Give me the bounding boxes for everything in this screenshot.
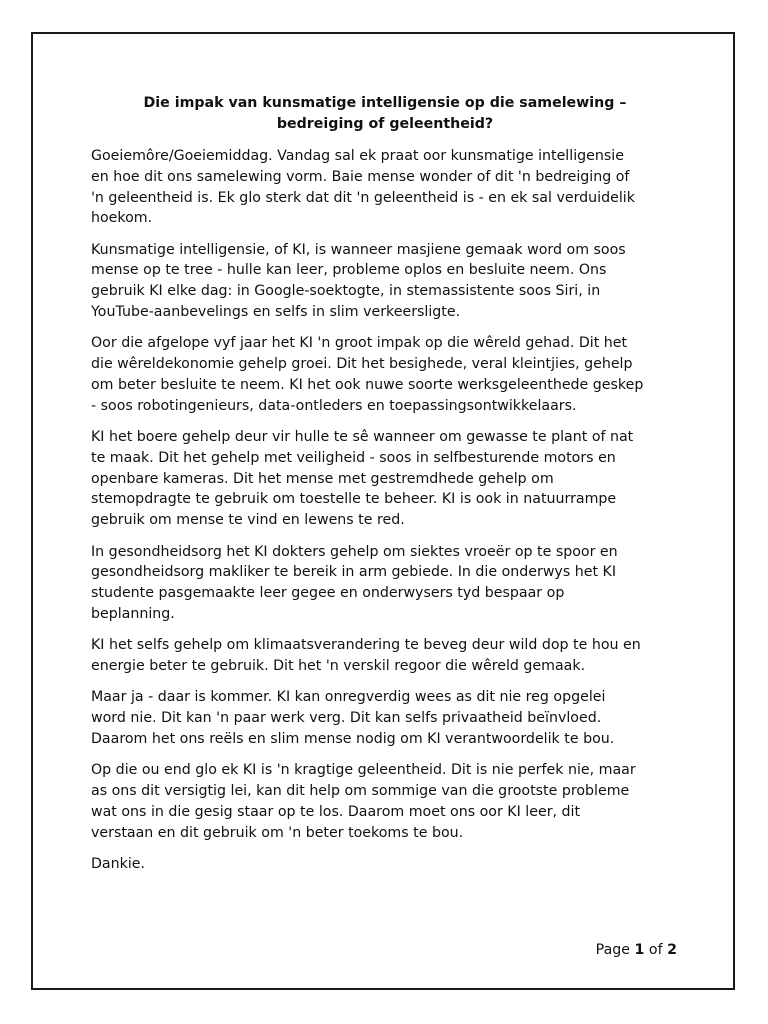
page-number	[596, 940, 677, 960]
paragraph-thanks: Dankie.	[91, 855, 146, 872]
paragraph-definition: Kunsmatige intelligensie, of KI, is wanneer masjiene gemaak word om soos mense op te tree - hulle kan leer, probleme oplos en besluite neem. Ons gebruik KI elke dag: in Google-soektogte, in stemassistente soos Siri, in YouTube-aanbevelings en selfs in slim verkeersligte.	[91, 241, 626, 321]
paragraph-conclusion: Op die ou end glo ek KI is 'n kragtige geleentheid. Dit is nie perfek nie, maar as ons dit versigtig lei, kan dit help om sommige van die grootste probleme wat ons in die gesig staar op te los. Daarom moet ons oor KI leer, dit verstaan en dit gebruik om 'n beter toekoms te bou.	[91, 762, 636, 841]
page-label: Page	[595, 942, 631, 958]
document-page	[31, 32, 735, 990]
document-title: Die impak van kunsmatige intelligensie op die samelewing – bedreiging of geleentheid?	[143, 95, 627, 132]
total-pages-number: 2	[667, 942, 677, 958]
paragraph-impact: Oor die afgelope vyf jaar het KI 'n groot impak op die wêreld gehad. Dit het die wêreldekonomie gehelp groei. Dit het besighede, veral kleintjies, gehelp om beter besluite te neem. KI het ook nuwe soorte werksgeleenthede geskep - soos robotingenieurs, data-ontleders en toepassingsontwikkelaars.	[91, 335, 644, 414]
paragraph-agriculture-safety: KI het boere gehelp deur vir hulle te sê wanneer om gewasse te plant of nat te maak. Dit het gehelp met veiligheid - soos in selfbesturende motors en openbare kameras. Dit het mense met gestremdhede gehelp om stemopdragte te gebruik om toestelle te beheer. KI is ook in natuurrampe gebruik om mense te vind en lewens te red.	[91, 429, 634, 529]
paragraph-climate: KI het selfs gehelp om klimaatsverandering te beveg deur wild dop te hou en energie beter te gebruik. Dit het 'n verskil regoor die wêreld gemaak.	[91, 637, 641, 675]
paragraph-intro: Goeiemôre/Goeiemiddag. Vandag sal ek praat oor kunsmatige intelligensie en hoe dit ons samelewing vorm. Baie mense wonder of dit 'n bedreiging of 'n geleentheid is. Ek glo sterk dat dit 'n geleentheid is - en ek sal verduidelik hoekom.	[91, 148, 635, 227]
document-body	[91, 146, 691, 885]
paragraph-health-education: In gesondheidsorg het KI dokters gehelp om siektes vroeër op te spoor en gesondheidsorg makliker te bereik in arm gebiede. In die onderwys het KI studente pasgemaakte leer gegee en onderwysers tyd bespaar op beplanning.	[91, 543, 618, 622]
current-page-number: 1	[634, 942, 645, 958]
paragraph-concerns: Maar ja - daar is kommer. KI kan onregverdig wees as dit nie reg opgelei word nie. Dit kan 'n paar werk verg. Dit kan selfs privaatheid beïnvloed. Daarom het ons reëls en slim mense nodig om KI verantwoordelik te bou.	[91, 689, 615, 747]
of-label: of	[648, 942, 663, 958]
